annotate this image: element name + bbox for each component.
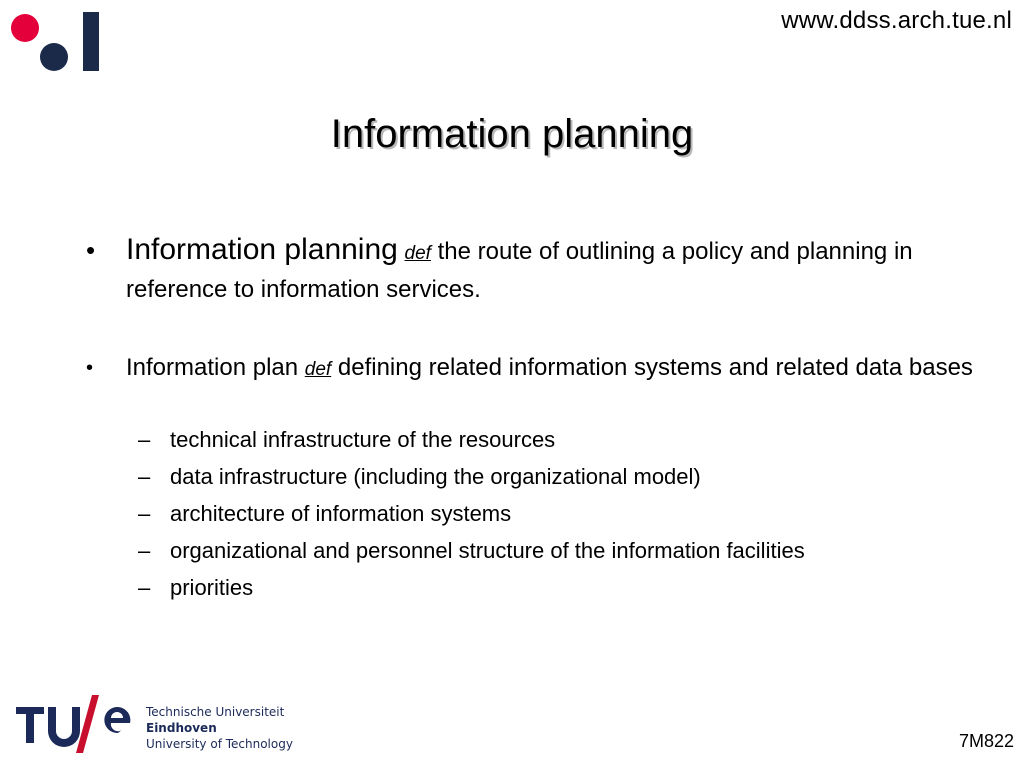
definition-marker: def bbox=[304, 359, 332, 380]
bullet-item bbox=[80, 232, 1010, 308]
university-name bbox=[146, 704, 293, 752]
course-code: 7M822 bbox=[958, 731, 1014, 751]
dash-marker: – bbox=[138, 427, 151, 452]
bullet-lead: Information planning bbox=[126, 233, 398, 266]
university-dots-logo bbox=[10, 11, 102, 73]
university-name-english: University of Technology bbox=[146, 737, 293, 751]
bullet-item bbox=[80, 350, 1010, 387]
sub-bullet-text: priorities bbox=[170, 575, 254, 600]
university-city-line: Eindhoven bbox=[146, 721, 217, 735]
dash-marker: – bbox=[138, 464, 151, 489]
bullet-text: the route of outlining a policy and planning in reference to information services. bbox=[126, 238, 913, 303]
slide-title: Information planning bbox=[330, 112, 694, 156]
sub-bullet-item bbox=[138, 464, 701, 490]
sub-bullet-item bbox=[138, 575, 254, 601]
tue-logo bbox=[14, 695, 134, 755]
sub-bullet-text: technical infrastructure of the resources bbox=[170, 427, 556, 452]
sub-bullet-text: data infrastructure (including the organizational model) bbox=[170, 464, 701, 489]
sub-bullet-item bbox=[138, 538, 805, 564]
dash-marker: – bbox=[138, 538, 151, 563]
website-url: www.ddss.arch.tue.nl bbox=[781, 7, 1012, 34]
bullet-marker: • bbox=[86, 357, 94, 379]
sub-bullet-item bbox=[138, 501, 512, 527]
dash-marker: – bbox=[138, 501, 151, 526]
sub-bullet-text: architecture of information systems bbox=[170, 501, 512, 526]
bullet-lead: Information plan bbox=[126, 354, 299, 381]
sub-bullet-item bbox=[138, 427, 556, 453]
university-name-line: Technische Universiteit bbox=[146, 705, 285, 719]
bullet-text: defining related information systems and related data bases bbox=[331, 354, 973, 381]
bullet-marker: • bbox=[86, 235, 96, 265]
definition-marker: def bbox=[404, 243, 431, 264]
sub-bullet-text: organizational and personnel structure of the information facilities bbox=[170, 538, 805, 563]
dash-marker: – bbox=[138, 575, 151, 600]
